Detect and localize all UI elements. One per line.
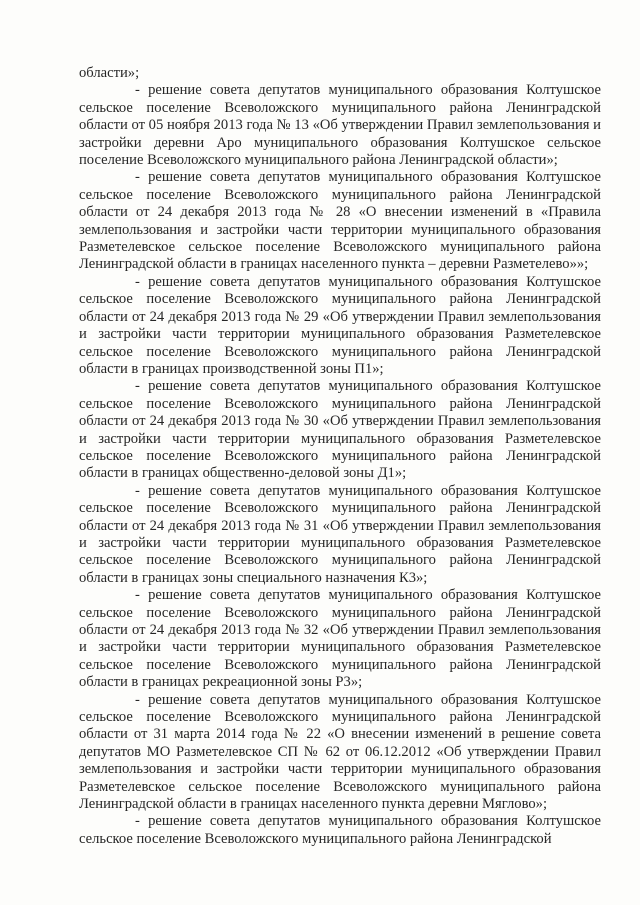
decision-item: - решение совета депутатов муниципального образования Колтушское сельское поселение Всеволожского муниципального района Ленинградской области от 31 марта 2014 года № 22 «О внесении изменений в решение совета депутатов МО Разметелевское СП № 62 от 06.12.2012 «Об утверждении Правил землепользования и застройки части территории муниципального образования Разметелевское сельское поселение Всеволожского муниципального района Ленинградской области в границах населенного пункта деревни Мяглово»; [79,691,601,813]
continuation-line: области»; [79,65,140,81]
decision-item: - решение совета депутатов муниципального образования Колтушское сельское поселение Всеволожского муниципального района Ленинградской области от 24 декабря 2013 года № 29 «Об утверждении Правил землепользования и застройки части территории муниципального образования Разметелевское сельское поселение Всеволожского муниципального района Ленинградской области в границах производственной зоны П1»; [79,273,601,377]
decision-item: - решение совета депутатов муниципального образования Колтушское сельское поселение Всеволожского муниципального района Ленинградской области от 24 декабря 2013 года № 32 «Об утверждении Правил землепользования и застройки части территории муниципального образования Разметелевское сельское поселение Всеволожского муниципального района Ленинградской области в границах рекреационной зоны Р3»; [79,587,601,691]
decision-item: - решение совета депутатов муниципального образования Колтушское сельское поселение Всеволожского муниципального района Ленинградской области от 24 декабря 2013 года № 28 «О внесении изменений в «Правила землепользования и застройки части территории муниципального образования Разметелевское сельское поселение Всеволожского муниципального района Ленинградской области в границах населенного пункта – деревни Разметелево»»; [79,169,601,273]
document-body [79,65,601,848]
decision-item: - решение совета депутатов муниципального образования Колтушское сельское поселение Всеволожского муниципального района Ленинградской [79,813,601,847]
decision-item: - решение совета депутатов муниципального образования Колтушское сельское поселение Всеволожского муниципального района Ленинградской области от 24 декабря 2013 года № 30 «Об утверждении Правил землепользования и застройки части территории муниципального образования Разметелевское сельское поселение Всеволожского муниципального района Ленинградской области в границах общественно-деловой зоны Д1»; [79,378,601,482]
decision-item: - решение совета депутатов муниципального образования Колтушское сельское поселение Всеволожского муниципального района Ленинградской области от 24 декабря 2013 года № 31 «Об утверждении Правил землепользования и застройки части территории муниципального образования Разметелевское сельское поселение Всеволожского муниципального района Ленинградской области в границах зоны специального назначения К3»; [79,482,601,586]
decision-item: - решение совета депутатов муниципального образования Колтушское сельское поселение Всеволожского муниципального района Ленинградской области от 05 ноября 2013 года № 13 «Об утверждении Правил землепользования и застройки деревни Аро муниципального образования Колтушское сельское поселение Всеволожского муниципального района Ленинградской области»; [79,82,601,169]
